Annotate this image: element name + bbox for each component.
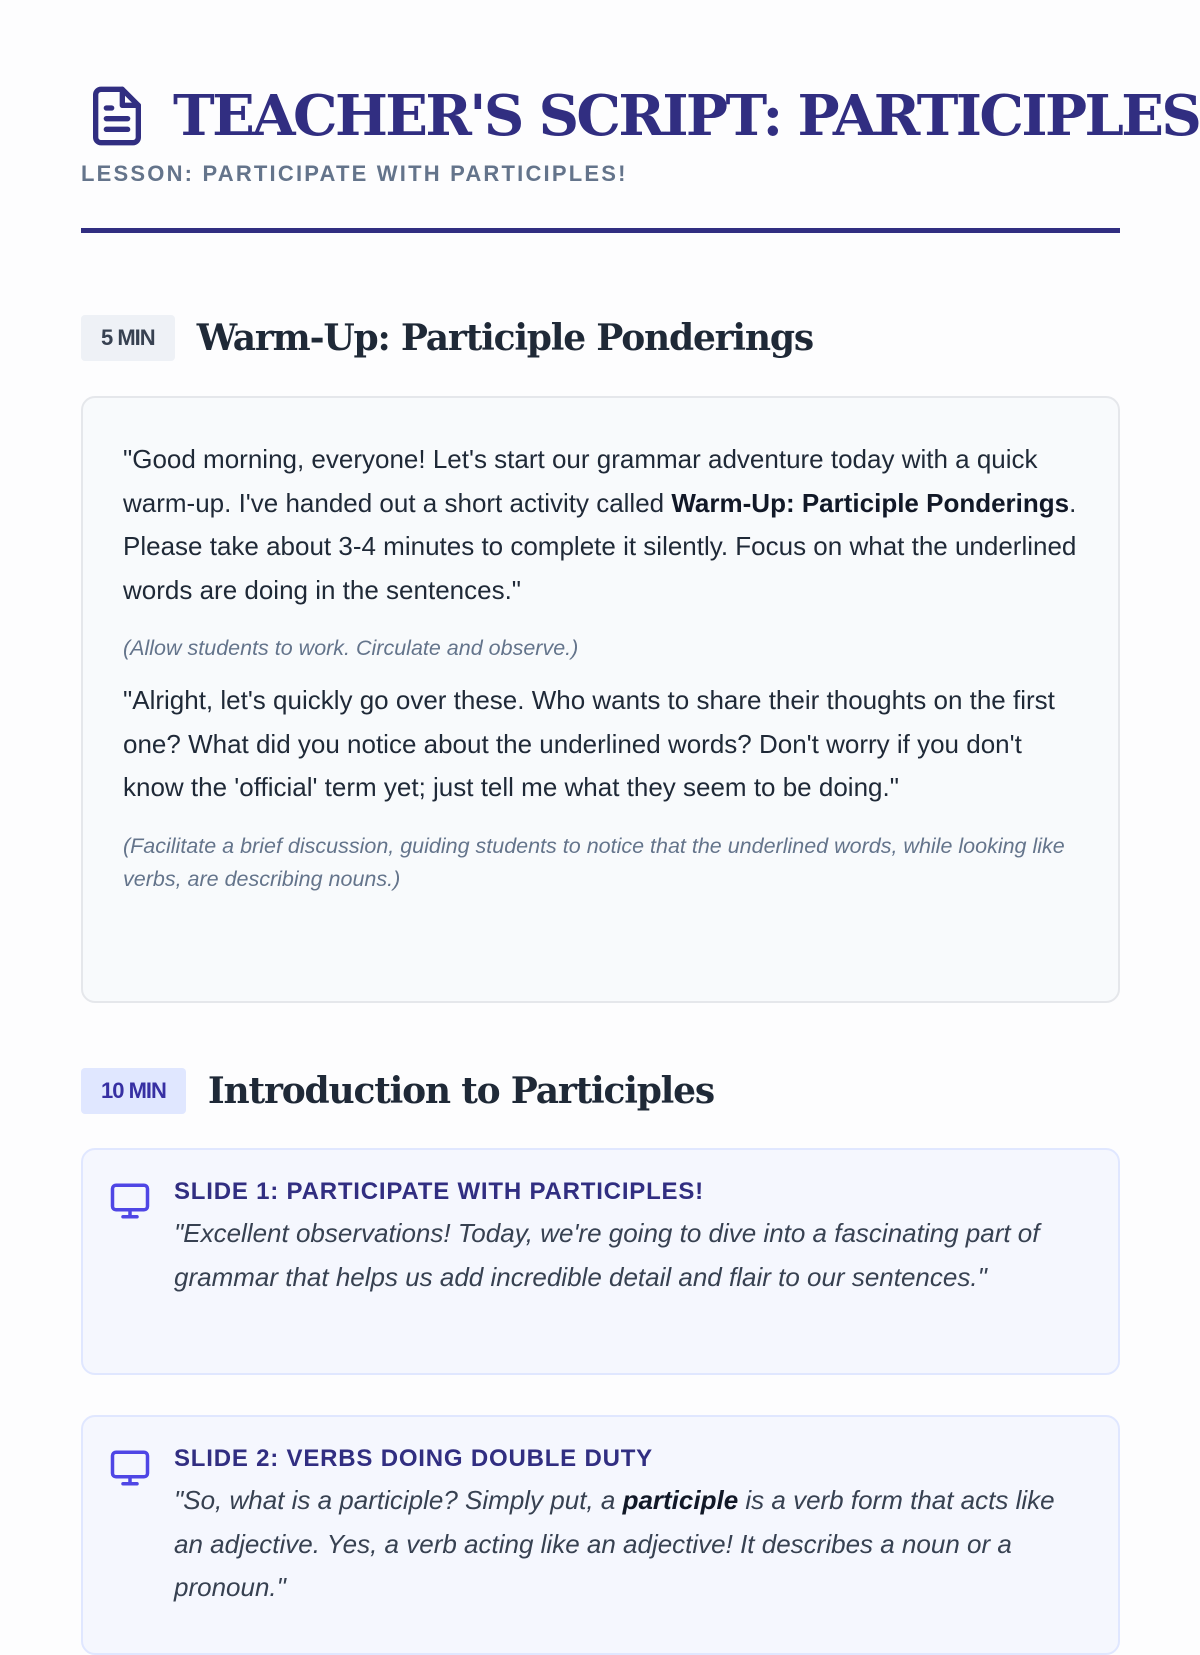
script-text: . Please take about 3-4 minutes to complete it silently. Focus on what the underlined words are doing in the sentences." [123, 487, 1077, 605]
intro-heading [81, 1067, 1120, 1115]
slide-card [81, 1415, 1120, 1655]
slide-title: SLIDE 2: VERBS DOING DOUBLE DUTY [174, 1445, 653, 1472]
intro-section [81, 1067, 1120, 1655]
script-paragraph: "Alright, let's quickly go over these. Who wants to share their thoughts on the first one? What did you notice about the underlined words? Don't worry if you don't know the 'official' term yet; just tell me what they seem to be doing." [123, 685, 1055, 802]
monitor-icon [109, 1447, 151, 1489]
warmup-heading [81, 314, 1120, 362]
activity-name: Warm-Up: Participle Ponderings [671, 487, 1070, 518]
stage-direction: (Allow students to work. Circulate and observe.) [123, 636, 579, 660]
slide-card [81, 1148, 1120, 1375]
header-divider [81, 228, 1120, 233]
title-row [81, 76, 1200, 156]
time-badge: 5 MIN [81, 315, 175, 361]
stage-direction: (Facilitate a brief discussion, guiding students to notice that the underlined words, while looking like verbs, are describing nouns.) [123, 833, 1065, 891]
slide-title: SLIDE 1: PARTICIPATE WITH PARTICIPLES! [174, 1178, 704, 1205]
slide-body [174, 1443, 1088, 1653]
section-title: Introduction to Participles [207, 1070, 714, 1112]
document-icon [85, 84, 149, 148]
section-title: Warm-Up: Participle Ponderings [196, 317, 813, 359]
slide-body [174, 1176, 1088, 1373]
script-text: is a verb form that acts like an adjective. Yes, a verb acting like an adjective! It describes a noun or a pronoun." [174, 1485, 1055, 1602]
key-term: participle [622, 1485, 739, 1515]
page-header [81, 0, 1200, 233]
page-title: TEACHER'S SCRIPT: PARTICIPLES [173, 83, 1200, 149]
time-badge: 10 MIN [81, 1068, 186, 1114]
slide-script: "Excellent observations! Today, we're going to dive into a fascinating part of grammar that helps us add incredible detail and flair to our sentences." [174, 1218, 1040, 1292]
warmup-script-card [81, 396, 1120, 1003]
lesson-subtitle: LESSON: PARTICIPATE WITH PARTICIPLES! [81, 161, 628, 186]
monitor-icon [109, 1180, 151, 1222]
script-text: "Good morning, everyone! Let's start our grammar adventure today with a quick warm-up. I've handed out a short activity called [123, 444, 1038, 518]
warmup-section [81, 314, 1120, 1003]
script-paragraph [123, 438, 1078, 612]
script-text: "So, what is a participle? Simply put, a [174, 1485, 623, 1515]
slide-script [174, 1479, 1088, 1610]
